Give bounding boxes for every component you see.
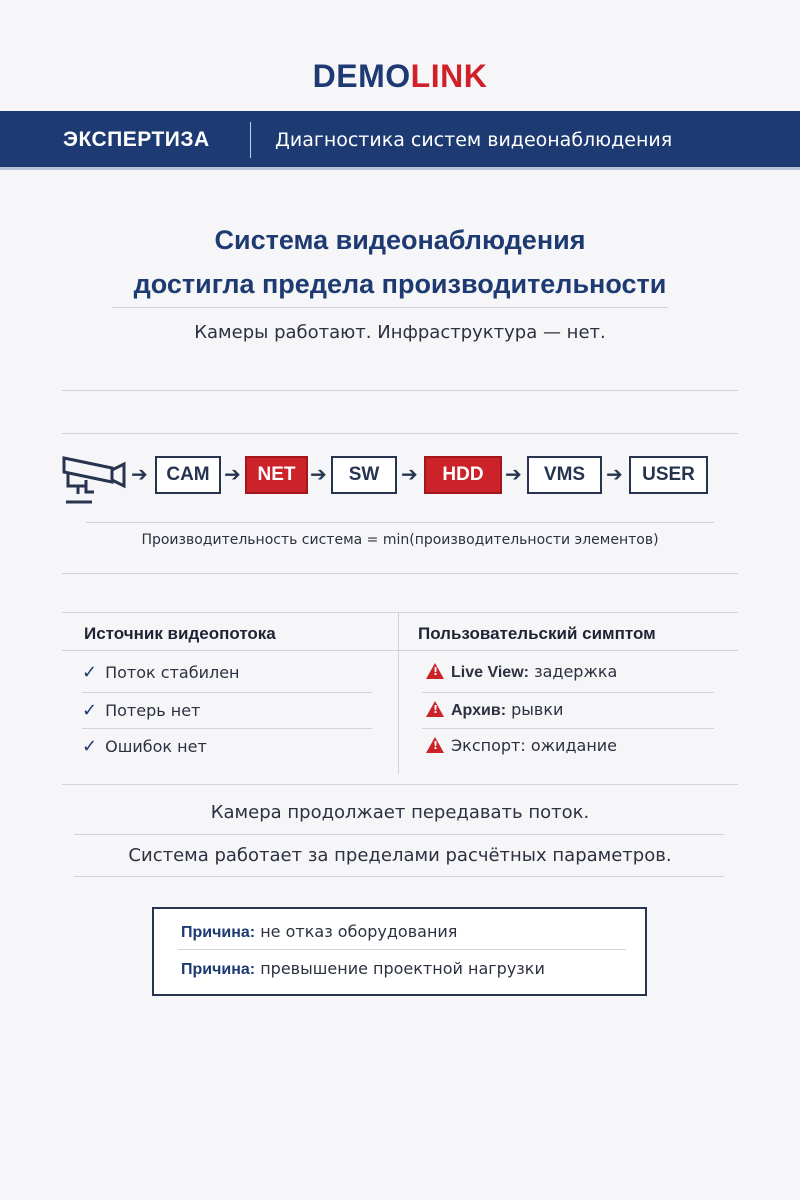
check-icon: ✓ bbox=[82, 662, 98, 683]
note-line-1: Камера продолжает передавать поток. bbox=[210, 802, 590, 823]
brand-part-2: LINK bbox=[410, 58, 488, 94]
symptom-item bbox=[426, 736, 617, 755]
symptom-value: ожидание bbox=[530, 736, 618, 755]
symptom-key: Экспорт: bbox=[451, 736, 526, 755]
arrow-icon: ➔ bbox=[606, 462, 623, 486]
warning-icon bbox=[426, 663, 444, 679]
note-line-2: Система работает за пределами расчётных параметров. bbox=[128, 845, 672, 866]
source-item-text: Поток стабилен bbox=[105, 663, 240, 682]
symptom-item bbox=[426, 700, 563, 720]
cause-item bbox=[181, 922, 457, 942]
arrow-icon: ➔ bbox=[505, 462, 522, 486]
source-item-text: Ошибок нет bbox=[105, 737, 207, 756]
divider bbox=[62, 573, 738, 574]
right-column-header: Пользовательский симптом bbox=[418, 624, 656, 643]
cause-value: превышение проектной нагрузки bbox=[260, 959, 545, 978]
cause-key: Причина: bbox=[181, 961, 256, 978]
page-title bbox=[0, 218, 800, 306]
divider bbox=[74, 834, 724, 835]
chain-node-vms: VMS bbox=[527, 456, 602, 494]
divider bbox=[62, 433, 738, 434]
left-column-header: Источник видеопотока bbox=[84, 624, 276, 643]
title-line-2: достигла предела производительности bbox=[133, 269, 667, 299]
title-divider bbox=[112, 307, 668, 308]
arrow-icon: ➔ bbox=[224, 462, 241, 486]
symptom-item bbox=[426, 662, 617, 682]
symptom-value: рывки bbox=[511, 700, 564, 719]
warning-icon bbox=[426, 701, 444, 717]
brand-logo bbox=[0, 58, 800, 95]
cause-item bbox=[181, 959, 545, 979]
table-column-divider bbox=[398, 612, 399, 774]
chain-node-net: NET bbox=[245, 456, 308, 494]
cause-box bbox=[152, 907, 647, 996]
divider bbox=[62, 390, 738, 391]
divider bbox=[62, 784, 738, 785]
formula-text: Производительность система = min(производительности элементов) bbox=[141, 532, 659, 548]
chain-node-hdd: HDD bbox=[424, 456, 502, 494]
divider bbox=[86, 522, 714, 523]
table-header-rule bbox=[62, 650, 738, 651]
title-line-1: Система видеонаблюдения bbox=[214, 225, 586, 255]
cause-value: не отказ оборудования bbox=[260, 922, 458, 941]
chain-node-sw: SW bbox=[331, 456, 397, 494]
subtitle: Камеры работают. Инфраструктура — нет. bbox=[194, 322, 606, 343]
check-icon: ✓ bbox=[82, 736, 98, 757]
symptom-value: задержка bbox=[534, 662, 618, 681]
header-divider bbox=[250, 122, 251, 158]
arrow-icon: ➔ bbox=[310, 462, 327, 486]
warning-icon bbox=[426, 737, 444, 753]
divider bbox=[422, 692, 714, 693]
source-item bbox=[82, 662, 240, 683]
divider bbox=[82, 692, 372, 693]
check-icon: ✓ bbox=[82, 700, 98, 721]
table-top-rule bbox=[62, 612, 738, 613]
camera-icon bbox=[60, 452, 128, 508]
divider bbox=[178, 949, 626, 950]
brand-part-1: DEMO bbox=[312, 58, 411, 94]
arrow-icon: ➔ bbox=[401, 462, 418, 486]
source-item bbox=[82, 736, 207, 757]
source-item-text: Потерь нет bbox=[105, 701, 201, 720]
arrow-icon: ➔ bbox=[131, 462, 148, 486]
source-item bbox=[82, 700, 200, 721]
divider bbox=[74, 876, 724, 877]
cause-key: Причина: bbox=[181, 924, 256, 941]
divider bbox=[422, 728, 714, 729]
header-section: ЭКСПЕРТИЗА bbox=[63, 128, 210, 151]
divider bbox=[82, 728, 372, 729]
symptom-key: Live View: bbox=[451, 664, 529, 681]
symptom-key: Архив: bbox=[451, 702, 507, 719]
header-topic: Диагностика систем видеонаблюдения bbox=[275, 129, 673, 151]
chain-node-user: USER bbox=[629, 456, 708, 494]
chain-node-cam: CAM bbox=[155, 456, 221, 494]
header-band-underline bbox=[0, 167, 800, 170]
